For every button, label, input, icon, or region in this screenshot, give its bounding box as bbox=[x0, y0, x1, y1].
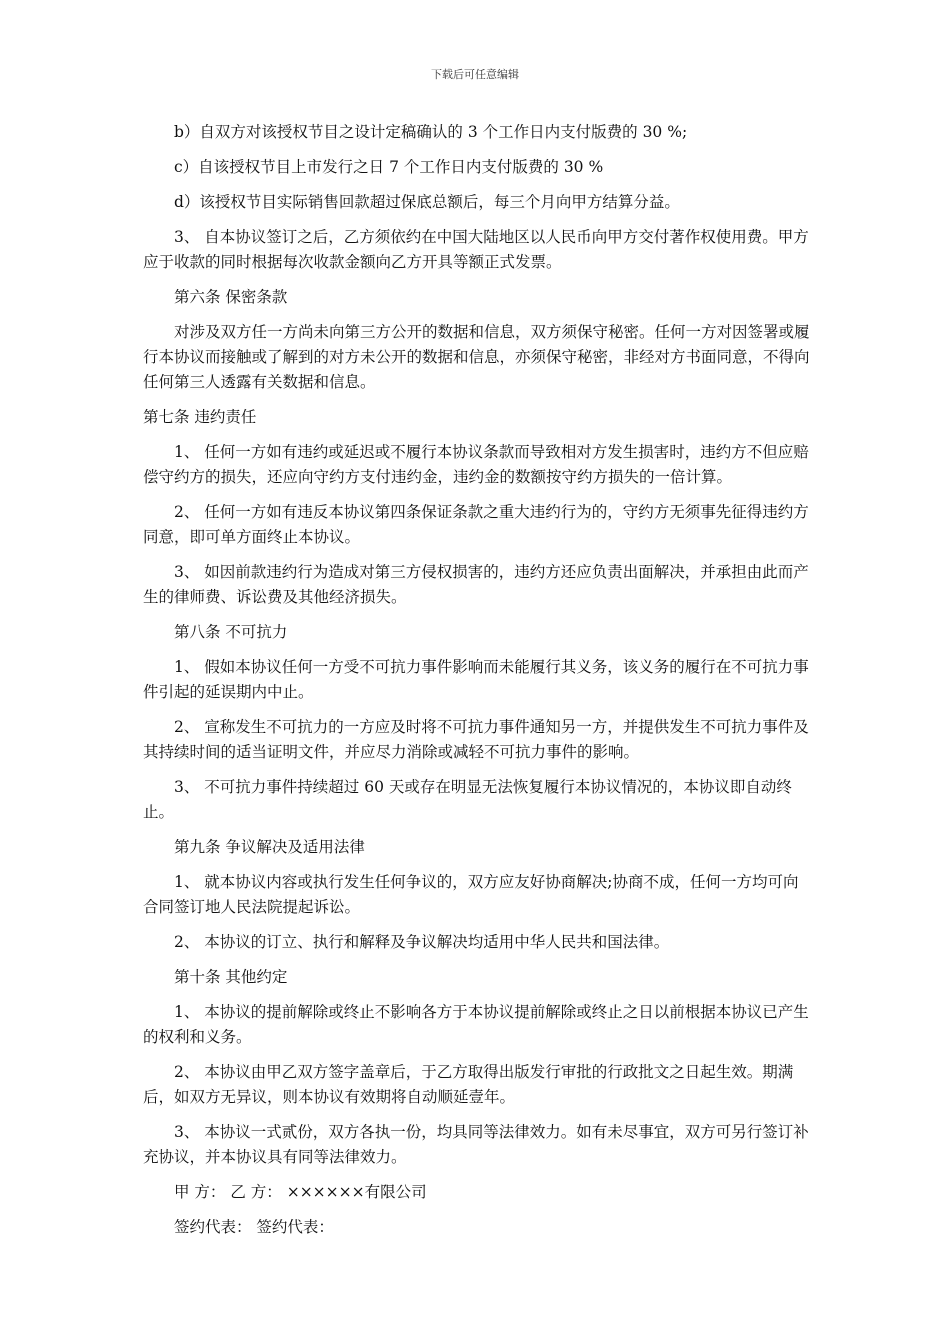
section-heading-9: 第九条 争议解决及适用法律 bbox=[174, 838, 365, 856]
breach-clause-2: 2、 任何一方如有违反本协议第四条保证条款之重大违约行为的，守约方无须事先征得违约方同意，即可单方面终止本协议。 bbox=[143, 503, 809, 546]
section-heading-7: 第七条 违约责任 bbox=[143, 408, 257, 426]
section-heading-6: 第六条 保密条款 bbox=[174, 288, 288, 306]
section-heading-10: 第十条 其他约定 bbox=[174, 968, 288, 986]
other-clause-2: 2、 本协议由甲乙双方签字盖章后，于乙方取得出版发行审批的行政批文之日起生效。期满后，如双方无异议，则本协议有效期将自动顺延壹年。 bbox=[143, 1063, 794, 1106]
clause-payment-d: d）该授权节目实际销售回款超过保底总额后，每三个月向甲方结算分益。 bbox=[174, 193, 680, 211]
document-body bbox=[143, 120, 811, 1240]
section-heading-8: 第八条 不可抗力 bbox=[174, 623, 288, 641]
clause-payment-c: c）自该授权节目上市发行之日 7 个工作日内支付版费的 30 % bbox=[174, 158, 604, 176]
clause-payment-3: 3、 自本协议签订之后，乙方须依约在中国大陆地区以人民币向甲方交付著作权使用费。甲方应于收款的同时根据每次收款金额向乙方开具等额正式发票。 bbox=[143, 228, 809, 271]
dispute-clause-1: 1、 就本协议内容或执行发生任何争议的，双方应友好协商解决;协商不成，任何一方均可向合同签订地人民法院提起诉讼。 bbox=[143, 873, 799, 916]
dispute-clause-2: 2、 本协议的订立、执行和解释及争议解决均适用中华人民共和国法律。 bbox=[174, 933, 670, 951]
signatories-line: 签约代表： 签约代表： bbox=[174, 1218, 334, 1236]
force-majeure-clause-2: 2、 宣称发生不可抗力的一方应及时将不可抗力事件通知另一方，并提供发生不可抗力事件及其持续时间的适当证明文件，并应尽力消除或减轻不可抗力事件的影响。 bbox=[143, 718, 809, 761]
breach-clause-1: 1、 任何一方如有违约或延迟或不履行本协议条款而导致相对方发生损害时，违约方不但应赔偿守约方的损失，还应向守约方支付违约金，违约金的数额按守约方损失的一倍计算。 bbox=[143, 443, 809, 486]
confidentiality-paragraph: 对涉及双方任一方尚未向第三方公开的数据和信息，双方须保守秘密。任何一方对因签署或履行本协议而接触或了解到的对方未公开的数据和信息，亦须保守秘密，非经对方书面同意，不得向任何第三人透露有关数据和信息。 bbox=[143, 323, 810, 391]
breach-clause-3: 3、 如因前款违约行为造成对第三方侵权损害的，违约方还应负责出面解决，并承担由此而产生的律师费、诉讼费及其他经济损失。 bbox=[143, 563, 809, 606]
force-majeure-clause-1: 1、 假如本协议任何一方受不可抗力事件影响而未能履行其义务，该义务的履行在不可抗力事件引起的延误期内中止。 bbox=[143, 658, 809, 701]
force-majeure-clause-3: 3、 不可抗力事件持续超过 60 天或存在明显无法恢复履行本协议情况的，本协议即自动终止。 bbox=[143, 778, 792, 821]
other-clause-1: 1、 本协议的提前解除或终止不影响各方于本协议提前解除或终止之日以前根据本协议已产生的权利和义务。 bbox=[143, 1003, 809, 1046]
page-header: 下载后可任意编辑 bbox=[431, 68, 519, 81]
parties-line: 甲 方： 乙 方： ××××××有限公司 bbox=[174, 1183, 427, 1201]
other-clause-3: 3、 本协议一式贰份，双方各执一份，均具同等法律效力。如有未尽事宜，双方可另行签订补充协议，并本协议具有同等法律效力。 bbox=[143, 1123, 809, 1166]
clause-payment-b: b）自双方对该授权节目之设计定稿确认的 3 个工作日内支付版费的 30 %; bbox=[174, 123, 688, 141]
